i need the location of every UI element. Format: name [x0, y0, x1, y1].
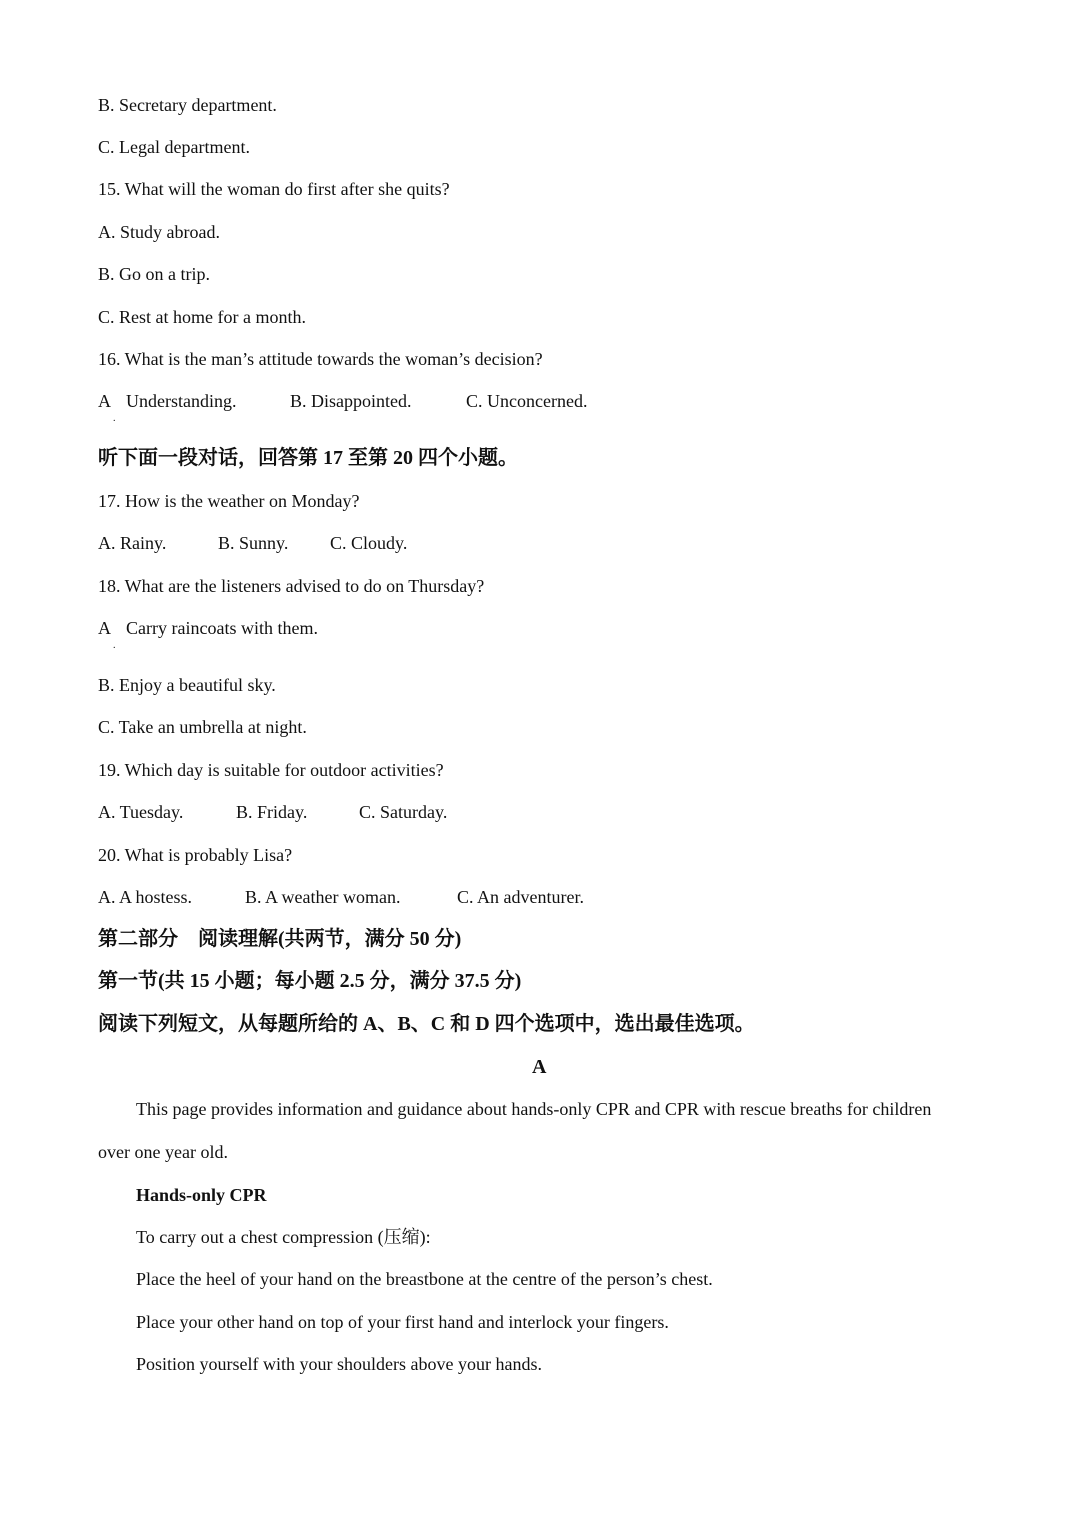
q20-option-c: C. An adventurer.: [457, 887, 584, 907]
q16-question: 16. What is the man’s attitude towards the woman’s decision?: [98, 349, 543, 369]
part2-instruction: 阅读下列短文，从每题所给的 A、B、C 和 D 四个选项中，选出最佳选项。: [98, 1013, 755, 1035]
q18-option-b: B. Enjoy a beautiful sky.: [98, 675, 276, 695]
section-heading-17-20: 听下面一段对话，回答第 17 至第 20 四个小题。: [98, 447, 518, 469]
q18-option-c: C. Take an umbrella at night.: [98, 717, 307, 737]
passage-letter: A: [532, 1056, 547, 1078]
q20-option-a: A. A hostess.: [98, 887, 193, 907]
passage-intro-line1: This page provides information and guidance about hands-only CPR and CPR with rescue breaths for children: [136, 1099, 932, 1119]
part2-section1: 第一节(共 15 小题；每小题 2.5 分，满分 37.5 分): [98, 970, 522, 992]
passage-heading: Hands-only CPR: [136, 1185, 267, 1205]
q15-question: 15. What will the woman do first after she quits?: [98, 179, 450, 199]
q19-option-c: C. Saturday.: [359, 802, 448, 822]
passage-step-intro: To carry out a chest compression (压缩):: [136, 1227, 431, 1247]
passage-step-3: Position yourself with your shoulders above your hands.: [136, 1354, 542, 1374]
q17-option-c: C. Cloudy.: [330, 533, 408, 553]
q15-option-c: C. Rest at home for a month.: [98, 307, 306, 327]
q18-option-a-dot: .: [113, 640, 116, 651]
q18-question: 18. What are the listeners advised to do on Thursday?: [98, 576, 485, 596]
q16-option-a-dot: .: [113, 413, 116, 424]
q15-option-b: B. Go on a trip.: [98, 264, 210, 284]
q14-option-b: B. Secretary department.: [98, 95, 277, 115]
q16-option-a: Understanding.: [126, 391, 237, 411]
q17-option-b: B. Sunny.: [218, 533, 289, 553]
q16-option-b: B. Disappointed.: [290, 391, 412, 411]
q20-question: 20. What is probably Lisa?: [98, 845, 293, 865]
q17-question: 17. How is the weather on Monday?: [98, 491, 360, 511]
q19-option-b: B. Friday.: [236, 802, 308, 822]
q16-option-a-letter: A: [98, 391, 111, 411]
q15-option-a: A. Study abroad.: [98, 222, 220, 242]
q20-option-b: B. A weather woman.: [245, 887, 401, 907]
passage-step-1: Place the heel of your hand on the breastbone at the centre of the person’s chest.: [136, 1269, 713, 1289]
part2-title: 第二部分 阅读理解(共两节，满分 50 分): [98, 928, 462, 950]
q14-option-c: C. Legal department.: [98, 137, 250, 157]
q18-option-a-letter: A: [98, 618, 111, 638]
q19-question: 19. Which day is suitable for outdoor activities?: [98, 760, 444, 780]
q19-option-a: A. Tuesday.: [98, 802, 184, 822]
q18-option-a: Carry raincoats with them.: [126, 618, 318, 638]
passage-step-2: Place your other hand on top of your first hand and interlock your fingers.: [136, 1312, 669, 1332]
q16-option-c: C. Unconcerned.: [466, 391, 588, 411]
passage-intro-line2: over one year old.: [98, 1142, 228, 1162]
q17-option-a: A. Rainy.: [98, 533, 167, 553]
